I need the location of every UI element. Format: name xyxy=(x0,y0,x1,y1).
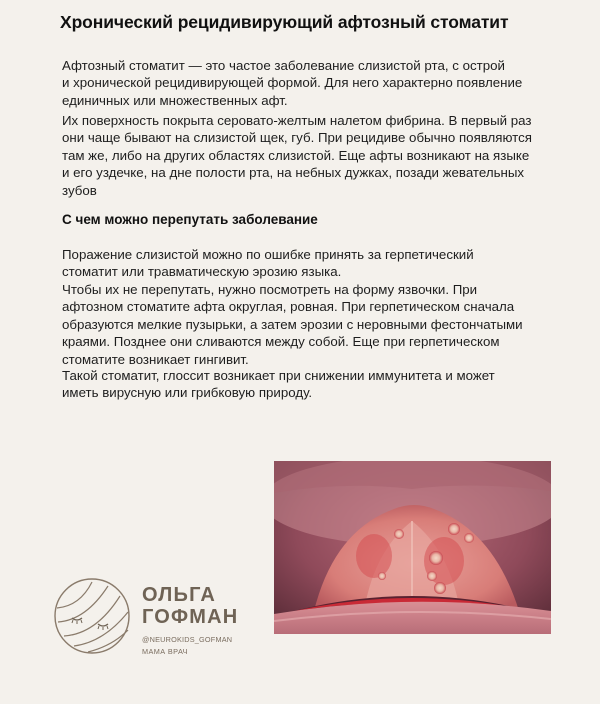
text-line: краями. Позднее они сливаются между собой. Еще при герпетическом xyxy=(62,334,500,350)
text-line: иметь вирусную или грибковую природу. xyxy=(62,385,313,401)
text-line: единичных или множественных афт. xyxy=(62,92,288,108)
text-line: и его уздечке, на дне полости рта, на небных дужках, позади жевательных xyxy=(62,165,525,181)
brand-handle: @NEUROKIDS_GOFMAN xyxy=(142,635,233,644)
paragraph-surface xyxy=(62,112,582,199)
brand-logo-icon xyxy=(52,576,132,656)
text-line: Их поверхность покрыта серовато-желтым налетом фибрина. В первый раз xyxy=(62,113,532,128)
brand-role: МАМА ВРАЧ xyxy=(142,647,188,656)
text-line: Афтозный стоматит — это частое заболевание слизистой рта, с острой xyxy=(62,58,505,73)
text-line: Поражение слизистой можно по ошибке принять за герпетический xyxy=(62,247,474,262)
brand-name-first: ОЛЬГА xyxy=(142,584,216,606)
text-line: там же, либо на других областях слизистой. Еще афты возникают на языке xyxy=(62,147,530,163)
brand-block xyxy=(142,584,238,656)
paragraph-intro xyxy=(62,57,582,109)
paragraph-immunity xyxy=(62,367,582,402)
paragraph-distinguish xyxy=(62,281,582,368)
brand-name-last: ГОФМАН xyxy=(142,606,239,628)
text-line: и хронической рецидивирующей формой. Для него характерно появление xyxy=(62,75,523,91)
text-line: афтозном стоматите афта округлая, ровная. При герпетическом сначала xyxy=(62,299,515,315)
text-line: зубов xyxy=(62,182,97,198)
article-title: Хронический рецидивирующий афтозный стоматит xyxy=(60,12,509,32)
text-line: стоматите возникает гингивит. xyxy=(62,351,249,367)
text-line: образуются мелкие пузырьки, а затем эрозии с неровными фестончатыми xyxy=(62,316,523,332)
section-subheading: С чем можно перепутать заболевание xyxy=(62,212,318,227)
text-line: Такой стоматит, глоссит возникает при снижении иммунитета и может xyxy=(62,368,495,383)
text-line: стоматит или травматическую эрозию языка. xyxy=(62,264,342,280)
paragraph-confusion xyxy=(62,246,582,281)
mouth-ulcers-photo xyxy=(274,461,551,634)
text-line: Чтобы их не перепутать, нужно посмотреть на форму язвочки. При xyxy=(62,282,478,297)
text-line: они чаще бывают на слизистой щек, губ. При рецидиве обычно появляются xyxy=(62,130,532,146)
